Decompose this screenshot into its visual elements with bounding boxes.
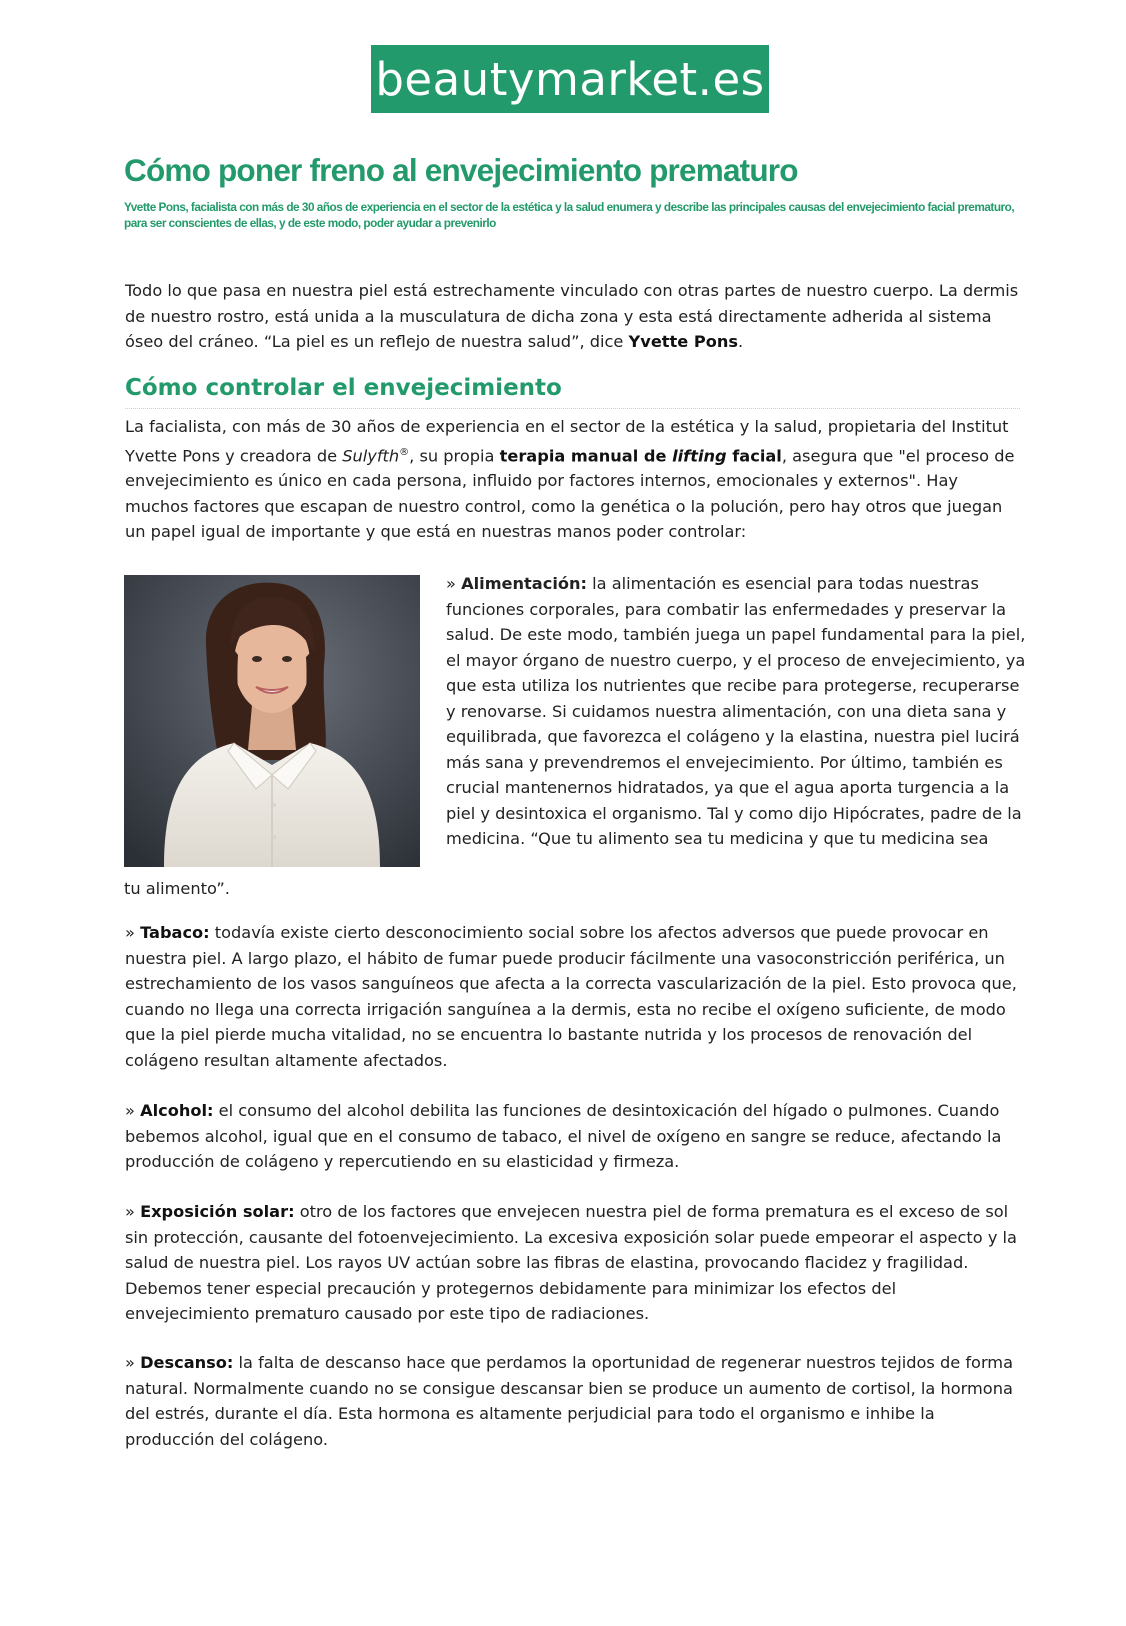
item-alimentacion: » Alimentación: la alimentación es esencial para todas nuestras funciones corporales, para combatir las enfermedades y preservar la salud. De este modo, también juega un papel fundamental para la piel, el mayor órgano de nuestro cuerpo, y el proceso de envejecimiento, ya que esta utiliza los nutrientes que recibe para protegerse, recuperarse y renovarse. Si cuidamos nuestra alimentación, con una dieta sana y equilibrada, que favorezca el colágeno y la elastina, nuestra piel lucirá más sana y prevendremos el envejecimiento. Por último, también es crucial mantenernos hidratados, ya que el agua aporta turgencia a la piel y desintoxica el organismo. Tal y como dijo Hipócrates, padre de la medicina. “Que tu alimento sea tu medicina y que tu medicina sea bbox=[446, 574, 1026, 848]
item-label: Exposición solar: bbox=[140, 1202, 295, 1221]
item-label: Alimentación: bbox=[461, 574, 587, 593]
item-tabaco: » Tabaco: todavía existe cierto desconocimiento social sobre los afectos adversos que puede provocar en nuestra piel. A largo plazo, el hábito de fumar puede producir fácilmente una vasoconstricción periférica, un estrechamiento de los vasos sanguíneos que afecta a la correcta vascularización de la piel. Esto provoca que, cuando no llega una correcta irrigación sanguínea a la dermis, esta no recibe el oxígeno suficiente, de modo que la piel pierde mucha vitalidad, no se encuentra lo bastante nutrida y los procesos de renovación del colágeno resultan altamente afectados. bbox=[125, 923, 1017, 1070]
item-exposicion-solar: » Exposición solar: otro de los factores que envejecen nuestra piel de forma prematura es el exceso de sol sin protección, causante del fotoenvejecimiento. La excesiva exposición solar puede empeorar el aspecto y la salud de nuestra piel. Los rayos UV actúan sobre las fibras de elastina, provocando flacidez y fragilidad. Debemos tener especial precaución y protegernos debidamente para minimizar los efectos del envejecimiento prematuro causado por este tipo de radiaciones. bbox=[125, 1202, 1017, 1323]
item-label: Alcohol: bbox=[140, 1101, 214, 1120]
intro-paragraph: Todo lo que pasa en nuestra piel está estrechamente vinculado con otras partes de nuestro cuerpo. La dermis de nuestro rostro, está unida a la musculatura de dicha zona y esta está directamente adherida al sistema óseo del cráneo. “La piel es un reflejo de nuestra salud”, dice Yvette Pons. bbox=[125, 281, 1019, 351]
section-paragraph: La facialista, con más de 30 años de experiencia en el sector de la estética y la salud, propietaria del Institut Yvette Pons y creadora de Sulyfth®, su propia terapia manual de lifting facial, asegura que "el proceso de envejecimiento es único en cada persona, influido por factores internos, emocionales y externos". Hay muchos factores que escapan de nuestro control, como la genética o la polución, pero hay otros que juegan un papel igual de importante y que está en nuestras manos poder controlar: bbox=[125, 417, 1015, 542]
article-subtitle: Yvette Pons, facialista con más de 30 años de experiencia en el sector de la estética y la salud enumera y describe las principales causas del envejecimiento facial prematuro, para ser conscientes de ellas, y de este modo, poder ayudar a prevenirlo bbox=[124, 200, 1015, 230]
section-heading: Cómo controlar el envejecimiento bbox=[125, 372, 1020, 409]
item-alimentacion-tail: tu alimento”. bbox=[124, 879, 230, 898]
article-title: Cómo poner freno al envejecimiento prematuro bbox=[124, 152, 798, 188]
item-label: Tabaco: bbox=[140, 923, 210, 942]
item-alcohol: » Alcohol: el consumo del alcohol debilita las funciones de desintoxicación del hígado o pulmones. Cuando bebemos alcohol, igual que en el consumo de tabaco, el nivel de oxígeno en sangre se reduce, afectando la producción de colágeno y repercutiendo en su elasticidad y firmeza. bbox=[125, 1101, 1002, 1171]
site-logo[interactable]: beautymarket.es bbox=[371, 45, 769, 113]
portrait-photo bbox=[124, 575, 420, 867]
item-label: Descanso: bbox=[140, 1353, 234, 1372]
author-name: Yvette Pons bbox=[628, 332, 739, 351]
item-descanso: » Descanso: la falta de descanso hace que perdamos la oportunidad de regenerar nuestros tejidos de forma natural. Normalmente cuando no se consigue descansar bien se produce un aumento de cortisol, la hormona del estrés, durante el día. Esta hormona es altamente perjudicial para todo el organismo e inhibe la producción del colágeno. bbox=[125, 1353, 1013, 1449]
